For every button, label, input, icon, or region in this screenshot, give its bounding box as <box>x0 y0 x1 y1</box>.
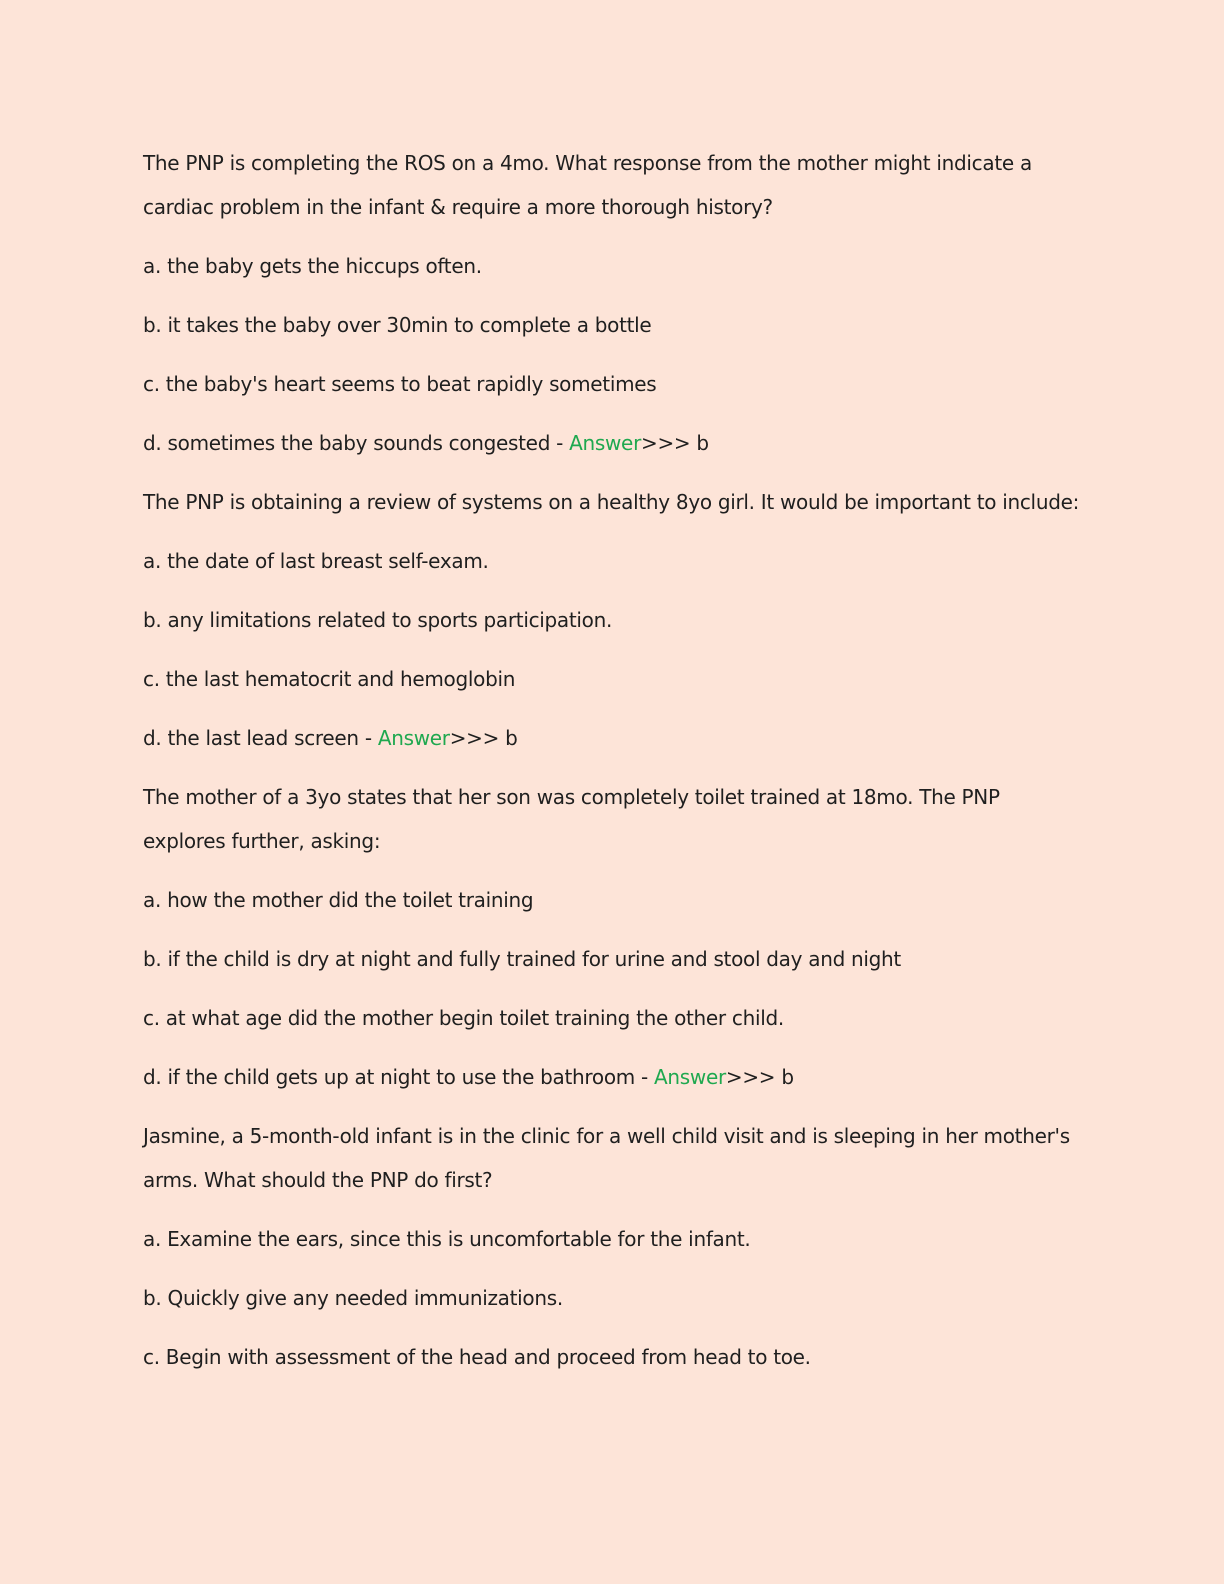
answer-option: b. if the child is dry at night and fully trained for urine and stool day and night <box>143 947 901 971</box>
answer-option-with-key <box>143 421 1084 465</box>
question-stem: The PNP is completing the ROS on a 4mo. What response from the mother might indicate a cardiac problem in the infant & require a more thorough history? <box>143 151 1032 219</box>
answer-option: c. the baby's heart seems to beat rapidly sometimes <box>143 372 657 396</box>
answer-value: >>> b <box>725 1065 794 1089</box>
question-block <box>143 775 1084 1099</box>
answer-option-text: d. the last lead screen - <box>143 726 378 750</box>
question-stem: The PNP is obtaining a review of systems on a healthy 8yo girl. It would be important to include: <box>143 490 1080 514</box>
answer-label: Answer <box>654 1065 726 1089</box>
answer-option: a. the baby gets the hiccups often. <box>143 254 482 278</box>
question-block <box>143 141 1084 465</box>
answer-value: >>> b <box>641 431 709 455</box>
answer-option: c. at what age did the mother begin toilet training the other child. <box>143 1006 784 1030</box>
answer-label: Answer <box>377 726 450 750</box>
answer-option: b. Quickly give any needed immunizations. <box>143 1286 563 1310</box>
answer-option: b. any limitations related to sports participation. <box>143 608 613 632</box>
answer-option-text: d. if the child gets up at night to use the bathroom - <box>143 1065 655 1089</box>
question-block <box>143 480 1084 760</box>
question-stem: The mother of a 3yo states that her son was completely toilet trained at 18mo. The PNP explores further, asking: <box>143 785 1000 853</box>
answer-label: Answer <box>569 431 641 455</box>
answer-option: a. Examine the ears, since this is uncomfortable for the infant. <box>143 1227 751 1251</box>
question-stem: Jasmine, a 5-month-old infant is in the clinic for a well child visit and is sleeping in her mother's arms. What should the PNP do first? <box>143 1124 1070 1192</box>
answer-option: b. it takes the baby over 30min to complete a bottle <box>143 313 652 337</box>
answer-option: a. how the mother did the toilet training <box>143 888 534 912</box>
question-block <box>143 1114 1084 1379</box>
answer-option-text: d. sometimes the baby sounds congested - <box>143 431 570 455</box>
answer-option: c. the last hematocrit and hemoglobin <box>143 667 516 691</box>
answer-option: c. Begin with assessment of the head and proceed from head to toe. <box>143 1345 811 1369</box>
answer-option-with-key <box>143 716 1084 760</box>
answer-option-with-key <box>143 1055 1084 1099</box>
answer-value: >>> b <box>449 726 518 750</box>
answer-option: a. the date of last breast self-exam. <box>143 549 489 573</box>
